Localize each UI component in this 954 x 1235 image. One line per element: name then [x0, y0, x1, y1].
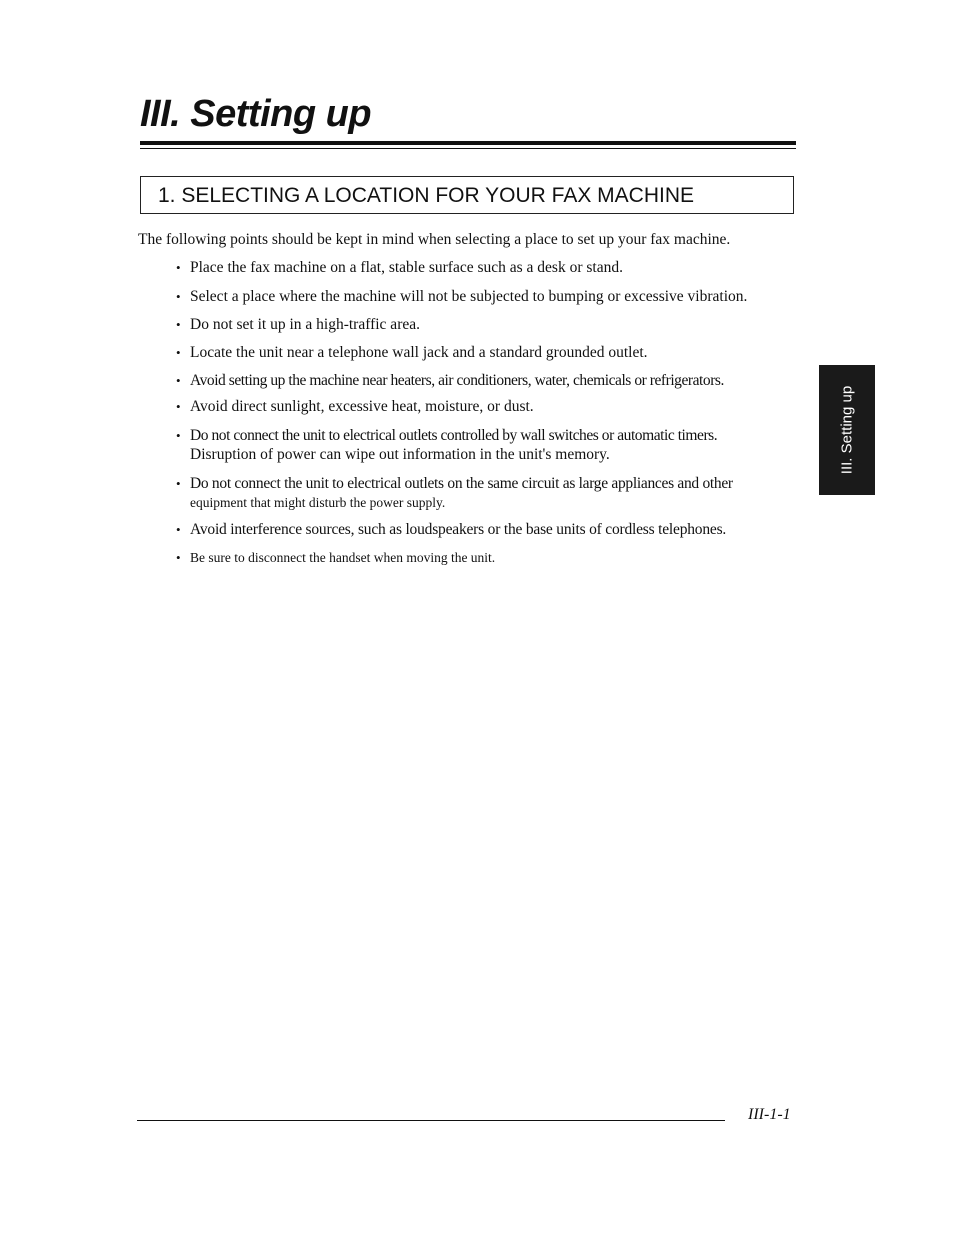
bullet-icon: • [176, 476, 181, 491]
list-item-text: Do not set it up in a high-traffic area. [190, 316, 420, 333]
list-item [176, 426, 800, 464]
bullet-icon: • [176, 428, 181, 443]
title-rule-thick [140, 141, 796, 145]
list-item [176, 315, 800, 334]
list-item-text: Do not connect the unit to electrical outlets controlled by wall switches or automatic timers. [190, 427, 718, 444]
section-heading: 1. SELECTING A LOCATION FOR YOUR FAX MACHINE [158, 184, 695, 207]
bullet-icon: • [176, 550, 181, 565]
list-item-text: equipment that might disturb the power supply. [190, 495, 446, 510]
page-number: III-1-1 [748, 1106, 791, 1123]
list-item-text: Avoid direct sunlight, excessive heat, moisture, or dust. [190, 398, 534, 415]
list-item-text: Be sure to disconnect the handset when moving the unit. [190, 550, 496, 565]
list-item [176, 548, 800, 567]
bullet-icon: • [176, 317, 181, 332]
list-item [176, 520, 800, 539]
side-tab-label: III. Setting up [838, 385, 856, 475]
list-item [176, 343, 800, 362]
list-item [176, 258, 800, 277]
list-item-text: Place the fax machine on a flat, stable surface such as a desk or stand. [190, 259, 623, 276]
chapter-title: III. Setting up [140, 93, 372, 135]
bullet-icon: • [176, 260, 181, 275]
footer-rule [137, 1120, 725, 1121]
list-item [176, 287, 800, 306]
chapter-side-tab [819, 365, 875, 495]
section-heading-box [140, 176, 794, 214]
bullet-icon: • [176, 522, 181, 537]
list-item [176, 474, 800, 512]
list-item [176, 397, 800, 416]
bullet-icon: • [176, 373, 181, 388]
list-item-text: Locate the unit near a telephone wall jack and a standard grounded outlet. [190, 344, 648, 361]
bullet-icon: • [176, 345, 181, 360]
list-item [176, 371, 800, 390]
list-item-text: Avoid setting up the machine near heaters, air conditioners, water, chemicals or refrigerators. [190, 372, 724, 389]
list-item-text: Disruption of power can wipe out information in the unit's memory. [190, 446, 610, 463]
list-item-text: Select a place where the machine will not be subjected to bumping or excessive vibration. [190, 288, 748, 305]
bullet-icon: • [176, 399, 181, 414]
intro-paragraph: The following points should be kept in mind when selecting a place to set up your fax machine. [138, 231, 731, 248]
title-rule-thin [140, 148, 796, 149]
list-item-text: Do not connect the unit to electrical outlets on the same circuit as large appliances and other [190, 475, 733, 492]
list-item-text: Avoid interference sources, such as loudspeakers or the base units of cordless telephones. [190, 521, 727, 538]
bullet-icon: • [176, 289, 181, 304]
